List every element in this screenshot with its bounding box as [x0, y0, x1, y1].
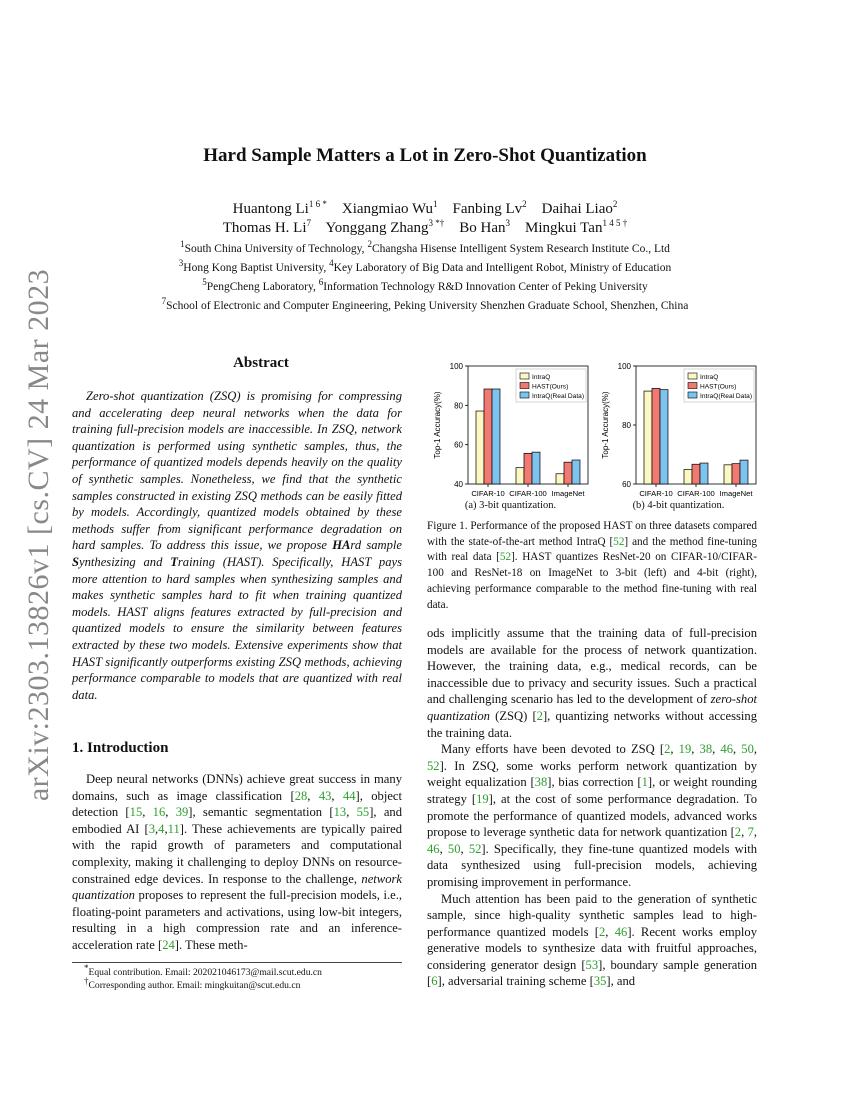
- x-tick-label: CIFAR-100: [509, 489, 547, 498]
- citation-link[interactable]: 52: [427, 758, 440, 773]
- affiliation-sup: 3: [178, 258, 184, 269]
- citation-link[interactable]: 46: [720, 742, 733, 757]
- y-tick-label: 80: [454, 401, 463, 411]
- citation-link[interactable]: 35: [593, 974, 607, 989]
- legend-label: IntraQ(Real Data): [532, 393, 585, 400]
- affiliation-line: [0, 240, 850, 259]
- x-tick-label: CIFAR-10: [471, 489, 505, 498]
- footnotes: [72, 962, 402, 992]
- figure-1a: [428, 358, 593, 503]
- bar-chart-3bit: [428, 358, 593, 498]
- text: ,: [712, 742, 721, 757]
- author-name: Huantong Li: [232, 201, 309, 217]
- citation-link[interactable]: 6: [431, 974, 438, 989]
- bar-intraq: [724, 465, 732, 484]
- text: Deep neural networks (DNNs) achieve great success in many domains, such as image classification [: [72, 772, 402, 803]
- text: ,: [439, 841, 448, 856]
- affiliation-line: [0, 278, 850, 297]
- legend-label: IntraQ(Real Data): [700, 393, 753, 400]
- x-tick-label: CIFAR-10: [639, 489, 673, 498]
- text: ,: [346, 805, 357, 820]
- text: ,: [733, 742, 742, 757]
- text: Much attention has been paid to the generation of synthetic sample, since high-quality synthetic samples lead to high-performance quantized models [: [427, 891, 757, 939]
- text: Figure 1. Performance of the proposed HAST on three datasets compared with the state-of-the-art method IntraQ [: [427, 520, 757, 548]
- citation-link[interactable]: 4: [158, 821, 165, 836]
- author-sup: 2: [522, 199, 527, 209]
- legend-label: HAST(Ours): [700, 383, 737, 391]
- footnote-text: Equal contribution. Email: 202021046173@mail.scut.edu.cn: [88, 967, 322, 978]
- legend-label: HAST(Ours): [532, 383, 569, 391]
- citation-link[interactable]: 38: [699, 742, 713, 757]
- y-tick-label: 80: [622, 421, 631, 430]
- affiliation-line: [0, 259, 850, 278]
- bar-intraq-real-data-: [492, 389, 500, 484]
- bar-intraq: [556, 474, 564, 484]
- footnote-mark: †: [84, 975, 89, 986]
- bar-hast-ours-: [484, 389, 492, 484]
- abstract-text: raining (HAST). Specifically, HAST pays more attention to hard samples when synthesizing samples and makes synthetic samples hard to fit when training quantized models. HAST aligns features extracted by full-precision and quantized models to ensure the similarity between features extracted by these two models. Extensive experiments show that HAST significantly outperforms existing ZSQ methods, achieving performance comparable to models that are quantized with real data.: [72, 554, 402, 702]
- y-axis-label: Top-1 Accuracy(%): [433, 391, 442, 459]
- citation-link[interactable]: 46: [614, 924, 628, 939]
- bar-intraq: [684, 470, 692, 484]
- paper-title: Hard Sample Matters a Lot in Zero-Shot Quantization: [203, 145, 647, 166]
- text: ] and the method fine-tuning with real data [: [427, 535, 757, 564]
- text: ,: [605, 924, 615, 939]
- affiliation-text: South China University of Technology,: [184, 243, 368, 255]
- author-sup: 1 4 5 †: [602, 218, 628, 228]
- legend-label: IntraQ: [532, 374, 551, 381]
- author-name: Xiangmiao Wu: [341, 201, 434, 217]
- paragraph: [427, 891, 757, 991]
- bar-hast-ours-: [564, 462, 572, 484]
- affiliation-sup: 4: [329, 258, 334, 269]
- text: ,: [164, 821, 168, 836]
- author-line-1: [0, 200, 850, 219]
- affiliation-text: Information Technology R&D Innovation Center of Peking University: [323, 281, 648, 293]
- text: ], boundary sample generation [: [427, 957, 757, 989]
- citation-link[interactable]: 50: [741, 742, 754, 757]
- citation-link[interactable]: 3: [148, 821, 155, 836]
- citation-link[interactable]: 13: [333, 805, 347, 820]
- author-name: Mingkui Tan: [525, 220, 603, 236]
- figure-1b: [596, 358, 761, 503]
- citation-link[interactable]: 53: [585, 957, 599, 972]
- citation-link[interactable]: 2: [664, 742, 671, 757]
- y-tick-label: 60: [622, 480, 631, 489]
- y-tick-label: 60: [454, 440, 463, 450]
- arxiv-stamp: [14, 268, 64, 802]
- text: ], semantic segmentation [: [188, 805, 334, 820]
- text: ]. Recent works employ generative models to synthesize data with fruitful approaches, considering generator design [: [427, 924, 758, 972]
- paragraph: [427, 625, 757, 741]
- affiliation-text: PengCheng Laboratory,: [206, 281, 319, 293]
- author-line-2: [0, 219, 850, 238]
- text: Many efforts have been devoted to ZSQ [: [441, 742, 665, 757]
- x-tick-label: ImageNet: [551, 489, 585, 498]
- bar-intraq: [476, 411, 484, 484]
- text: ], or weight rounding strategy [: [427, 775, 757, 806]
- abstract-text: Zero-shot quantization (ZSQ) is promising for compressing and accelerating deep neural networks when the data for training full-precision models are inaccessible. In ZSQ, network quantization is performed using synthetic samples, thus, the performance of quantized models depends heavily on the quality of synthetic samples. Nonetheless, we find that the synthetic samples constructed in existing ZSQ methods can be easily fitted by models. Accordingly, quantized models obtained by these methods suffer from significant performance degradation on hard samples. To address this issue, we propose: [72, 389, 402, 553]
- text: ,: [691, 742, 700, 757]
- intro-paragraph: [72, 771, 402, 954]
- legend-swatch: [688, 373, 697, 379]
- text: ]. Specifically, they fine-tune quantized models with data synthesized using full-precision models, achieving promising improvement in performance.: [427, 841, 758, 889]
- paragraph: [427, 741, 757, 890]
- citation-link[interactable]: 39: [175, 805, 189, 820]
- bar-hast-ours-: [692, 464, 700, 484]
- citation-link[interactable]: 55: [356, 805, 370, 820]
- y-tick-label: 40: [454, 480, 463, 489]
- author-list: [0, 200, 850, 238]
- arxiv-stamp-text: arXiv:2303.13826v1 [cs.CV] 24 Mar 2023: [22, 268, 55, 802]
- citation-link[interactable]: 38: [534, 775, 548, 790]
- y-axis-label: Top-1 Accuracy(%): [601, 391, 610, 459]
- citation-link[interactable]: 2: [598, 924, 606, 939]
- affiliation-text: School of Electronic and Computer Engineering, Peking University Shenzhen Graduate School, Shenzhen, China: [166, 300, 689, 312]
- affiliation-sup: 1: [180, 239, 185, 250]
- abstract-text: rd sample: [350, 538, 403, 553]
- text: ], adversarial training scheme [: [437, 974, 594, 989]
- text: (ZSQ) [: [489, 708, 537, 723]
- bar-hast-ours-: [652, 388, 660, 484]
- citation-link[interactable]: 19: [678, 742, 692, 757]
- text: ,: [741, 825, 748, 840]
- subcaption-b: (b) 4-bit quantization.: [632, 500, 725, 511]
- abstract-heading: Abstract: [233, 355, 289, 371]
- text: ,: [155, 821, 159, 836]
- abstract-bold: T: [170, 554, 178, 569]
- bar-intraq: [516, 468, 524, 484]
- text: proposes to represent the full-precision models, i.e., floating-point parameters and activations, using low-bit integers, resulting in a high compression rate and an inference-acceleration rate [: [72, 888, 402, 952]
- text: ], at the cost of some performance degradation. To promote the performance of quantized models, advanced works propose to leverage synthetic data for network quantization [: [427, 791, 758, 840]
- author-name: Bo Han: [459, 220, 506, 236]
- bar-hast-ours-: [732, 464, 740, 484]
- text: ], bias correction [: [547, 775, 642, 790]
- affiliation-line: [0, 297, 850, 316]
- citation-link[interactable]: 52: [468, 841, 482, 856]
- emphasis: network quantization: [72, 871, 402, 903]
- citation-link[interactable]: 44: [342, 788, 356, 803]
- author-sup: 7: [306, 218, 312, 228]
- author-sup: 3 *†: [428, 218, 445, 228]
- legend-swatch: [520, 392, 529, 398]
- y-tick-label: 100: [449, 362, 463, 371]
- legend-swatch: [688, 383, 697, 389]
- text: ,: [670, 742, 679, 757]
- legend-swatch: [520, 373, 529, 379]
- bar-intraq-real-data-: [660, 390, 668, 484]
- emphasis: zero-shot quantization: [427, 692, 757, 723]
- citation-link[interactable]: 43: [318, 788, 332, 803]
- bar-intraq-real-data-: [572, 460, 580, 484]
- author-sup: 2: [612, 199, 618, 209]
- text: ,: [331, 788, 343, 803]
- affiliation-sup: 5: [202, 277, 207, 288]
- text: ]. These achievements are typically paired with the rapid growth of parameters and computational complexity, making it challenging to deploy DNNs on resource-constrained edge devices. In response to the challenge,: [72, 821, 402, 886]
- affiliation-text: Changsha Hisense Intelligent System Research Institute Co., Ltd: [371, 243, 670, 255]
- citation-link[interactable]: 24: [162, 937, 175, 952]
- citation-link[interactable]: 2: [536, 708, 543, 723]
- footnote-1: [72, 962, 402, 979]
- text: ,: [460, 841, 469, 856]
- abstract-bold: S: [72, 554, 80, 569]
- citation-link[interactable]: 15: [129, 805, 143, 820]
- author-name: Fanbing Lv: [452, 201, 523, 217]
- abstract-bold: HA: [332, 538, 351, 553]
- citation-link[interactable]: 52: [499, 551, 512, 564]
- legend-swatch: [520, 383, 529, 389]
- bar-intraq-real-data-: [740, 460, 748, 484]
- citation-link[interactable]: 46: [427, 841, 440, 856]
- citation-link[interactable]: 16: [152, 805, 166, 820]
- affiliation-text: Hong Kong Baptist University,: [183, 262, 330, 274]
- text: ,: [142, 805, 153, 820]
- affiliation-sup: 2: [367, 239, 372, 250]
- bar-intraq-real-data-: [700, 463, 708, 484]
- text: ,: [307, 788, 319, 803]
- affiliation-text: Key Laboratory of Big Data and Intelligent Robot, Ministry of Education: [333, 262, 672, 274]
- author-name: Daihai Liao: [541, 201, 613, 217]
- citation-link[interactable]: 2: [734, 825, 742, 840]
- footnote-2: [72, 975, 402, 992]
- text: ]. These meth-: [174, 937, 248, 952]
- affiliation-sup: 6: [318, 277, 324, 288]
- legend-label: IntraQ: [700, 374, 719, 381]
- x-tick-label: ImageNet: [719, 489, 753, 498]
- author-sup: 1: [433, 199, 438, 209]
- text: ods implicitly assume that the training data of full-precision models are available for the process of network quantization. However, the training data, e.g., medical records, can be inaccessible due to privacy and security issues. Such a practical and challenging scenario has led to the development of: [427, 626, 757, 707]
- footnote-text: Corresponding author. Email: mingkuitan@scut.edu.cn: [88, 980, 301, 991]
- text: ]. HAST quantizes ResNet-20 on CIFAR-10/CIFAR-100 and ResNet-18 on ImageNet to 3-bit (left) and 4-bit (right), achieving performance comparable to the method fine-tuning with real data.: [427, 551, 757, 611]
- citation-link[interactable]: 50: [447, 841, 461, 856]
- legend-swatch: [688, 392, 697, 398]
- citation-link[interactable]: 1: [641, 775, 648, 790]
- bar-intraq: [644, 391, 652, 484]
- author-name: Yonggang Zhang: [325, 220, 429, 236]
- text: ,: [165, 805, 176, 820]
- text: ], and embodied AI [: [72, 805, 403, 836]
- x-tick-label: CIFAR-100: [677, 489, 715, 498]
- abstract-text: ynthesizing and: [79, 554, 171, 569]
- text: ], quantizing networks without accessing the training data.: [427, 708, 757, 740]
- text: ,: [753, 742, 758, 757]
- author-sup: 3: [505, 218, 511, 228]
- citation-link[interactable]: 28: [294, 788, 308, 803]
- affiliation-sup: 7: [161, 296, 167, 307]
- text: ], and: [606, 974, 636, 989]
- text: ]. In ZSQ, some works perform network quantization by weight equalization [: [427, 758, 757, 790]
- author-name: Thomas H. Li: [222, 220, 307, 236]
- author-sup: 1 6 *: [308, 199, 327, 209]
- citation-link[interactable]: 11: [167, 821, 180, 836]
- abstract-body: [72, 388, 402, 703]
- citation-link[interactable]: 52: [613, 535, 625, 548]
- bar-chart-4bit: [596, 358, 761, 498]
- footnote-mark: *: [84, 962, 89, 973]
- bar-hast-ours-: [524, 453, 532, 484]
- text: ,: [753, 825, 758, 840]
- bar-intraq-real-data-: [532, 452, 540, 484]
- section-heading-introduction: 1. Introduction: [72, 740, 169, 756]
- subcaption-a: (a) 3-bit quantization.: [464, 500, 557, 511]
- right-column-body: [427, 625, 757, 990]
- citation-link[interactable]: 7: [747, 825, 754, 840]
- affiliations: [0, 240, 850, 316]
- text: ], object detection [: [72, 788, 403, 820]
- citation-link[interactable]: 19: [476, 791, 489, 806]
- intro-p1: [72, 771, 402, 954]
- figure-caption: [427, 519, 757, 613]
- y-tick-label: 100: [617, 362, 631, 371]
